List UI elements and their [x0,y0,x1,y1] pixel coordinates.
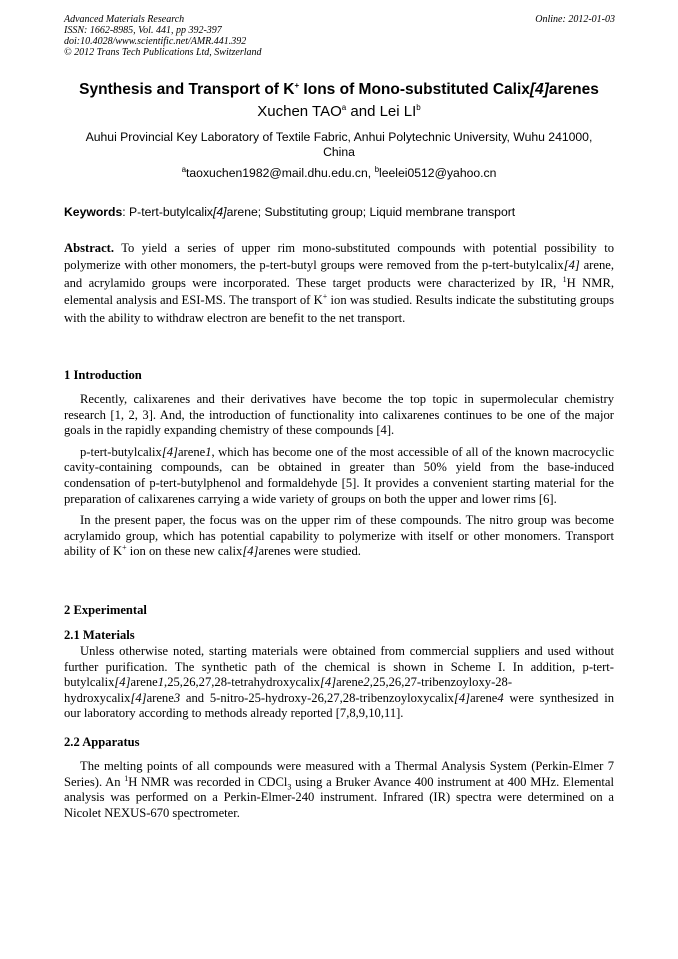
issn-line: ISSN: 1662-8985, Vol. 441, pp 392-397 [64,25,222,36]
subsection-heading-materials: 2.1 Materials [64,628,135,642]
doi-line: doi:10.4028/www.scientific.net/AMR.441.392 [64,36,247,47]
affiliation: Auhui Provincial Key Laboratory of Textile Fabric, Anhui Polytechnic University, Wuhu 241000, China [85,130,593,159]
apparatus-paragraph: The melting points of all compounds were measured with a Thermal Analysis System (Perkin-Elmer 7 Series). An $^1$H NMR was recorded in CDCl$_3$ using a Bruker Avance 400 instrument at 400 MHz. Elemental analysis was performed on a Perkin-Elmer-240 instrument. Infrared (IR) spectra were determined on a Nicolet NEXUS-670 spectrometer. [64,759,614,820]
section-heading-experimental: 2 Experimental [64,603,147,617]
materials-body [64,644,614,722]
author-emails: $^a$taoxuchen1982@mail.dhu.edu.cn, $^b$leelei0512@yahoo.cn [181,164,497,180]
journal-name: Advanced Materials Research [64,14,185,25]
intro-paragraph-2: p-tert-butylcalix[4]arene1, which has become one of the most accessible of all of the known macrocyclic cavity-containing compounds, can be obtained in greater than 50% yield from the base-induced condensation of p-tert-butylphenol and formaldehyde [5]. It provides a convenient starting material for the preparation of calixarenes carrying a wide variety of groups on both the upper and lower rims [6]. [64,444,614,506]
materials-paragraph: Unless otherwise noted, starting materials were obtained from commercial suppliers and used without further purification. The synthetic path of the chemical is shown in Scheme I. In addition, p-tert-butylcalix[4]arene1,25,26,27,28-tetrahydroxycalix[4]arene2,25,26,27-tribenzoyloxy-28-hydroxycalix[4]arene3 and 5-nitro-25-hydroxy-26,27,28-tribenzoyloxycalix[4]arene4 were synthesized in our laboratory according to methods already reported [7,8,9,10,11]. [64,644,614,721]
intro-paragraph-1: Recently, calixarenes and their derivatives have become the top topic in supermolecular chemistry research [1, 2, 3]. And, the introduction of functionality into calixarenes continues to be one of the major goals in the rapidly expanding chemistry of these compounds [4]. [64,392,614,438]
journal-header [64,14,262,58]
subsection-heading-apparatus: 2.2 Apparatus [64,735,140,749]
section-heading-introduction: 1 Introduction [64,368,142,382]
abstract: Abstract. To yield a series of upper rim mono-substituted compounds with potential possibility to polymerize with other monomers, the p-tert-butyl groups were removed from the p-tert-butylcalix[4] arene, and acrylamido groups were incorporated. These target products were characterized by IR, $^1$H NMR, elemental analysis and ESI-MS. The transport of K+ ion was studied. Results indicate the substituting groups with the ability to withdraw electron are benefit to the net transport. [64,241,615,325]
copyright-line: © 2012 Trans Tech Publications Ltd, Switzerland [64,47,262,58]
intro-paragraph-3: In the present paper, the focus was on the upper rim of these compounds. The nitro group was become acrylamido group, which has potential capability to polymerize with itself or other monomers. Transport ability of K+ ion on these new calix[4]arenes were studied. [64,513,614,559]
author-list: Xuchen TAO$^a$ and Lei $LI^b$ [257,103,421,120]
apparatus-body [64,759,614,821]
keywords: Keywords: P-tert-butylcalix[4]arene; Substituting group; Liquid membrane transport [64,205,516,219]
intro-body [64,392,614,560]
online-date: Online: 2012-01-03 [535,14,615,25]
paper-title: Synthesis and Transport of K+ Ions of Mono-substituted Calix[4]arenes [79,80,599,98]
